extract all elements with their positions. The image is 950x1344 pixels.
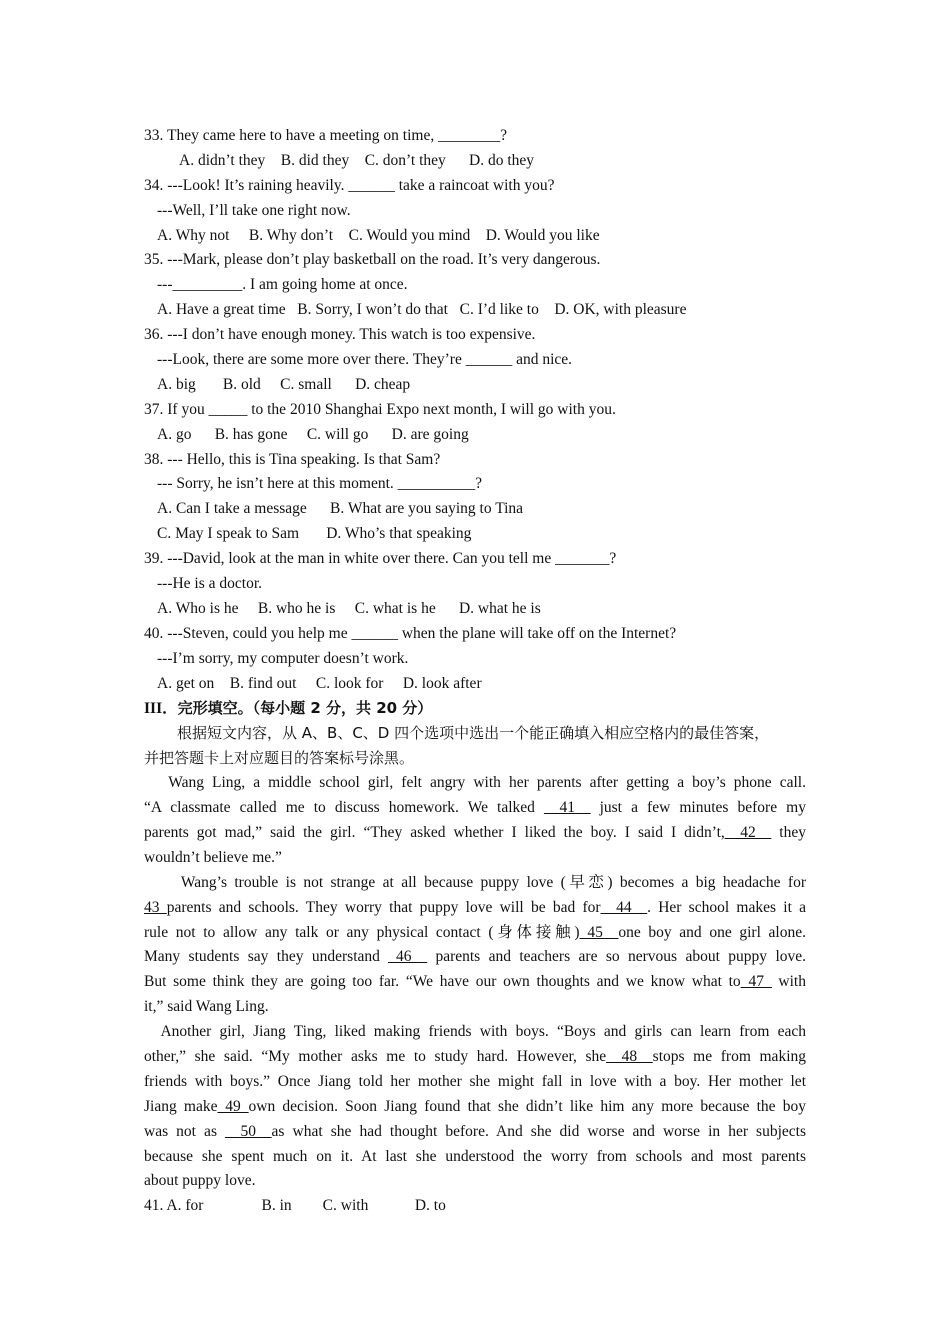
passage-line <box>144 1070 806 1095</box>
cloze-blank: __42__ <box>724 823 772 841</box>
passage-text: about puppy love. <box>144 1172 256 1190</box>
cloze-blank: __44__ <box>600 898 648 916</box>
answer-options <box>144 1194 806 1219</box>
dialogue-line: ---_________. I am going home at once. <box>157 276 408 294</box>
dialogue-line: ---Look, there are some more over there. They’re ______ and nice. <box>157 351 573 369</box>
question-stem: 37. If you _____ to the 2010 Shanghai Expo next month, I will go with you. <box>144 400 616 418</box>
question-options: A. go B. has gone C. will go D. are going <box>157 425 469 443</box>
passage-text: wouldn’t believe me.” <box>144 848 282 866</box>
passage-line <box>144 871 806 896</box>
passage-line <box>144 821 806 846</box>
passage-text: Another girl, Jiang Ting, liked making friends with boys. “Boys and girls can learn from each <box>144 1023 806 1041</box>
passage-line <box>144 921 806 946</box>
dialogue-line: ---I’m sorry, my computer doesn’t work. <box>157 649 409 667</box>
cloze-blank: _49_ <box>217 1097 249 1115</box>
passage-line <box>144 1095 806 1120</box>
passage-text: it,” said Wang Ling. <box>144 998 269 1016</box>
passage-text: friends with boys.” Once Jiang told her mother she might fall in love with a boy. Her mother let <box>144 1072 806 1090</box>
passage-text: as what she had thought before. And she did worse and worse in her subjects <box>271 1122 806 1140</box>
passage-line <box>144 771 806 796</box>
passage-text: because she spent much on it. At last she understood the worry from schools and most parents <box>144 1147 806 1165</box>
passage-text: with <box>771 973 806 991</box>
passage-text: was not as <box>144 1122 226 1140</box>
passage-text: just a few minutes before my <box>590 799 806 817</box>
passage-line <box>144 945 806 970</box>
passage-line <box>144 896 806 921</box>
cloze-blank: __41__ <box>544 799 591 817</box>
question-stem: 40. ---Steven, could you help me ______ when the plane will take off on the Internet? <box>144 624 677 642</box>
passage-line <box>144 1169 806 1194</box>
question-options: A. get on B. find out C. look for D. look after <box>157 674 482 692</box>
cloze-blank: __48__ <box>606 1047 653 1065</box>
question-stem: 39. ---David, look at the man in white over there. Can you tell me _______? <box>144 550 617 568</box>
question-options: A. Why not B. Why don’t C. Would you mind D. Would you like <box>157 226 600 244</box>
passage-text: But some think they are going too far. “We have our own thoughts and we know what to <box>144 973 741 991</box>
question-list <box>144 124 806 696</box>
passage-text: “A classmate called me to discuss homework. We talked <box>144 799 545 817</box>
passage-line <box>144 846 806 871</box>
passage-text: Jiang make <box>144 1097 218 1115</box>
cloze-blank: _45__ <box>579 923 619 941</box>
section-instruction: 并把答题卡上对应题目的答案标号涂黑。 <box>144 749 415 768</box>
exam-page <box>144 124 806 1219</box>
question-stem: 34. ---Look! It’s raining heavily. ______ take a raincoat with you? <box>144 176 555 194</box>
cloze-blank: 43 <box>144 898 167 916</box>
passage-line <box>144 796 806 821</box>
passage-text: one boy and one girl alone. <box>618 923 806 941</box>
passage-text: parents and schools. They worry that puppy love will be bad for <box>166 898 601 916</box>
cloze-blank: _46__ <box>388 948 428 966</box>
question-options: A. big B. old C. small D. cheap <box>157 375 411 393</box>
passage-text: Wang’s trouble is not strange at all because puppy love (早恋) becomes a big headache for <box>144 873 807 891</box>
cloze-passage <box>144 771 806 1194</box>
question-stem: 38. --- Hello, this is Tina speaking. Is that Sam? <box>144 450 441 468</box>
section-number: III． <box>144 700 178 718</box>
passage-text: Wang Ling, a middle school girl, felt angry with her parents after getting a boy’s phone call. <box>144 774 806 792</box>
question-stem: 33. They came here to have a meeting on time, ________? <box>144 127 507 144</box>
passage-line <box>144 1145 806 1170</box>
question-options: A. Can I take a message B. What are you saying to Tina <box>157 500 524 518</box>
passage-text: Many students say they understand <box>144 948 389 966</box>
section-title: 完形填空。（每小题 2 分，共 20 分） <box>177 699 433 718</box>
dialogue-line: ---He is a doctor. <box>157 575 263 593</box>
question-options: A. Have a great time B. Sorry, I won’t do that C. I’d like to D. OK, with pleasure <box>157 301 687 319</box>
passage-line <box>144 1045 806 1070</box>
passage-text: own decision. Soon Jiang found that she didn’t like him any more because the boy <box>248 1097 806 1115</box>
passage-text: other,” she said. “My mother asks me to study hard. However, she <box>144 1047 607 1065</box>
question-stem: 35. ---Mark, please don’t play basketball on the road. It’s very dangerous. <box>144 251 601 269</box>
passage-text: stops me from making <box>652 1047 806 1065</box>
passage-line <box>144 1120 806 1145</box>
passage-text: they <box>771 823 806 841</box>
passage-text: parents and teachers are so nervous about puppy love. <box>427 948 807 966</box>
dialogue-line: ---Well, I’ll take one right now. <box>157 201 351 219</box>
passage-text: rule not to allow any talk or any physical contact (身体接触) <box>144 923 580 941</box>
cloze-blank: _47_ <box>740 973 772 991</box>
section-heading <box>144 696 806 721</box>
passage-line <box>144 970 806 995</box>
dialogue-line: --- Sorry, he isn’t here at this moment. __________? <box>157 475 483 493</box>
cloze-blank: __50__ <box>225 1122 272 1140</box>
question-stem: 36. ---I don’t have enough money. This watch is too expensive. <box>144 326 536 344</box>
passage-line <box>144 1020 806 1045</box>
section-instruction: 根据短文内容，从 A、B、C、D 四个选项中选出一个能正确填入相应空格内的最佳答案， <box>177 724 770 743</box>
answer-option-line: 41. A. for B. in C. with D. to <box>144 1197 446 1215</box>
passage-line <box>144 995 806 1020</box>
passage-text: . Her school makes it a <box>647 898 807 916</box>
question-options: A. didn’t they B. did they C. don’t they D. do they <box>179 151 535 169</box>
passage-text: parents got mad,” said the girl. “They asked whether I liked the boy. I said I didn’t, <box>144 823 725 841</box>
question-options: A. Who is he B. who he is C. what is he D. what he is <box>157 599 541 617</box>
question-options: C. May I speak to Sam D. Who’s that speaking <box>157 525 472 543</box>
